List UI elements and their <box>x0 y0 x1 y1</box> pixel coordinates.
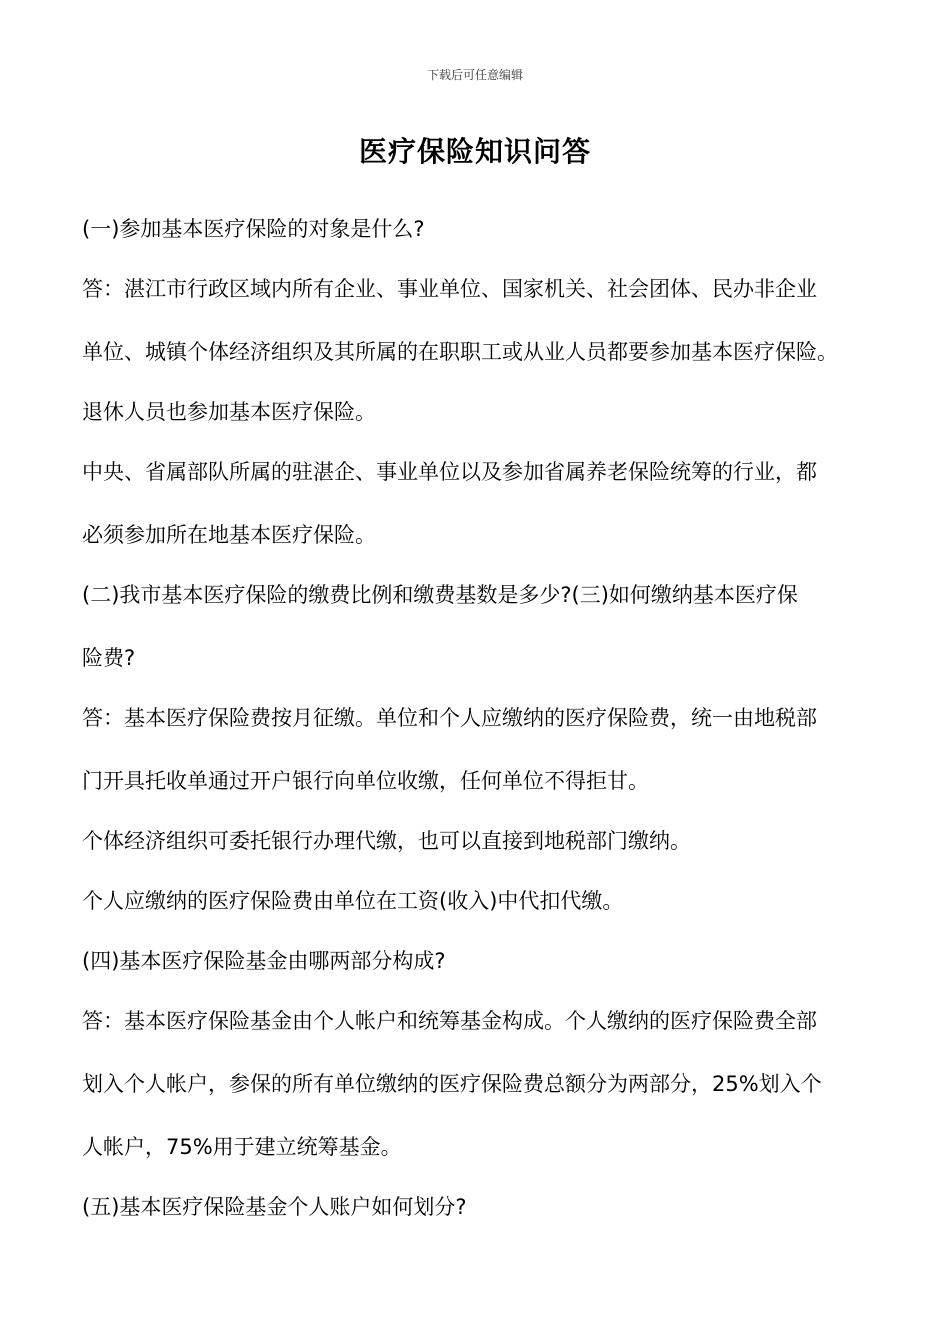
answer-1-line-2: 单位、城镇个体经济组织及其所属的在职职工或从业人员都要参加基本医疗保险。 <box>82 340 838 364</box>
answer-3-line-1: 答：基本医疗保险费按月征缴。单位和个人应缴纳的医疗保险费，统一由地税部 <box>82 706 817 730</box>
question-2-3-line-2: 险费? <box>82 646 136 670</box>
question-5: (五)基本医疗保险基金个人账户如何划分? <box>82 1195 467 1219</box>
answer-1-line-5: 必须参加所在地基本医疗保险。 <box>82 523 376 547</box>
question-2-3-line-1: (二)我市基本医疗保险的缴费比例和缴费基数是多少?(三)如何缴纳基本医疗保 <box>82 583 798 607</box>
question-4: (四)基本医疗保险基金由哪两部分构成? <box>82 949 446 973</box>
answer-4-line-2: 划入个人帐户，参保的所有单位缴纳的医疗保险费总额分为两部分，25%划入个 <box>82 1072 822 1096</box>
answer-3-line-4: 个人应缴纳的医疗保险费由单位在工资(收入)中代扣代缴。 <box>82 889 624 913</box>
question-1: (一)参加基本医疗保险的对象是什么? <box>82 217 425 241</box>
answer-1-line-3: 退休人员也参加基本医疗保险。 <box>82 400 376 424</box>
answer-1-line-1: 答：湛江市行政区域内所有企业、事业单位、国家机关、社会团体、民办非企业 <box>82 277 817 301</box>
answer-4-line-1: 答：基本医疗保险基金由个人帐户和统筹基金构成。个人缴纳的医疗保险费全部 <box>82 1009 817 1033</box>
answer-3-line-2: 门开具托收单通过开户银行向单位收缴，任何单位不得拒甘。 <box>82 769 649 793</box>
answer-1-line-4: 中央、省属部队所属的驻湛企、事业单位以及参加省属养老保险统筹的行业，都 <box>82 460 817 484</box>
header-note: 下载后可任意编辑 <box>426 68 523 82</box>
document-body <box>82 214 882 1222</box>
answer-4-line-3: 人帐户，75%用于建立统筹基金。 <box>82 1135 402 1159</box>
page-title: 医疗保险知识问答 <box>358 135 591 168</box>
answer-3-line-3: 个体经济组织可委托银行办理代缴，也可以直接到地税部门缴纳。 <box>82 829 691 853</box>
